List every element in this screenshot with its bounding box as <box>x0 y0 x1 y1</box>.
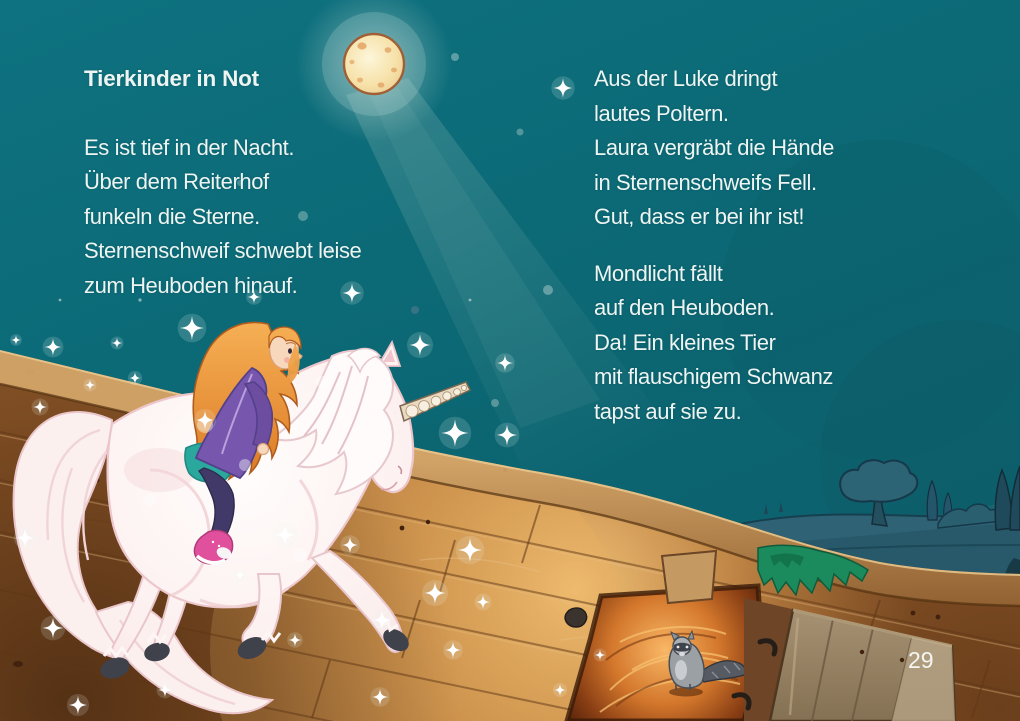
chapter-title: Tierkinder in Not <box>84 66 259 91</box>
story-line: Über dem Reiterhof <box>84 169 269 194</box>
story-line: Es ist tief in der Nacht. <box>84 134 295 160</box>
story-line: Mondlicht fällt <box>594 260 723 286</box>
story-line: funkeln die Sterne. <box>84 203 260 229</box>
story-line: zum Heuboden hinauf. <box>84 272 298 298</box>
story-line: Laura vergräbt die Hände <box>594 135 834 160</box>
story-line: Da! Ein kleines Tier <box>594 329 776 355</box>
story-line: mit flauschigem Schwanz <box>594 364 834 389</box>
story-line: lautes Poltern. <box>594 100 729 126</box>
right-text-column <box>594 62 834 451</box>
story-line: in Sternenschweifs Fell. <box>594 169 817 195</box>
story-line: auf den Heuboden. <box>594 295 775 320</box>
girl-hand <box>258 444 269 455</box>
page-number: 29 <box>908 647 934 673</box>
story-line: tapst auf sie zu. <box>594 398 742 424</box>
story-line: Sternenschweif schwebt leise <box>84 238 362 263</box>
story-line: Aus der Luke dringt <box>594 66 778 91</box>
left-text-column <box>84 62 361 325</box>
overhanging-plank <box>662 551 716 603</box>
story-line: Gut, dass er bei ihr ist! <box>594 204 805 229</box>
wood-knob <box>565 608 586 627</box>
